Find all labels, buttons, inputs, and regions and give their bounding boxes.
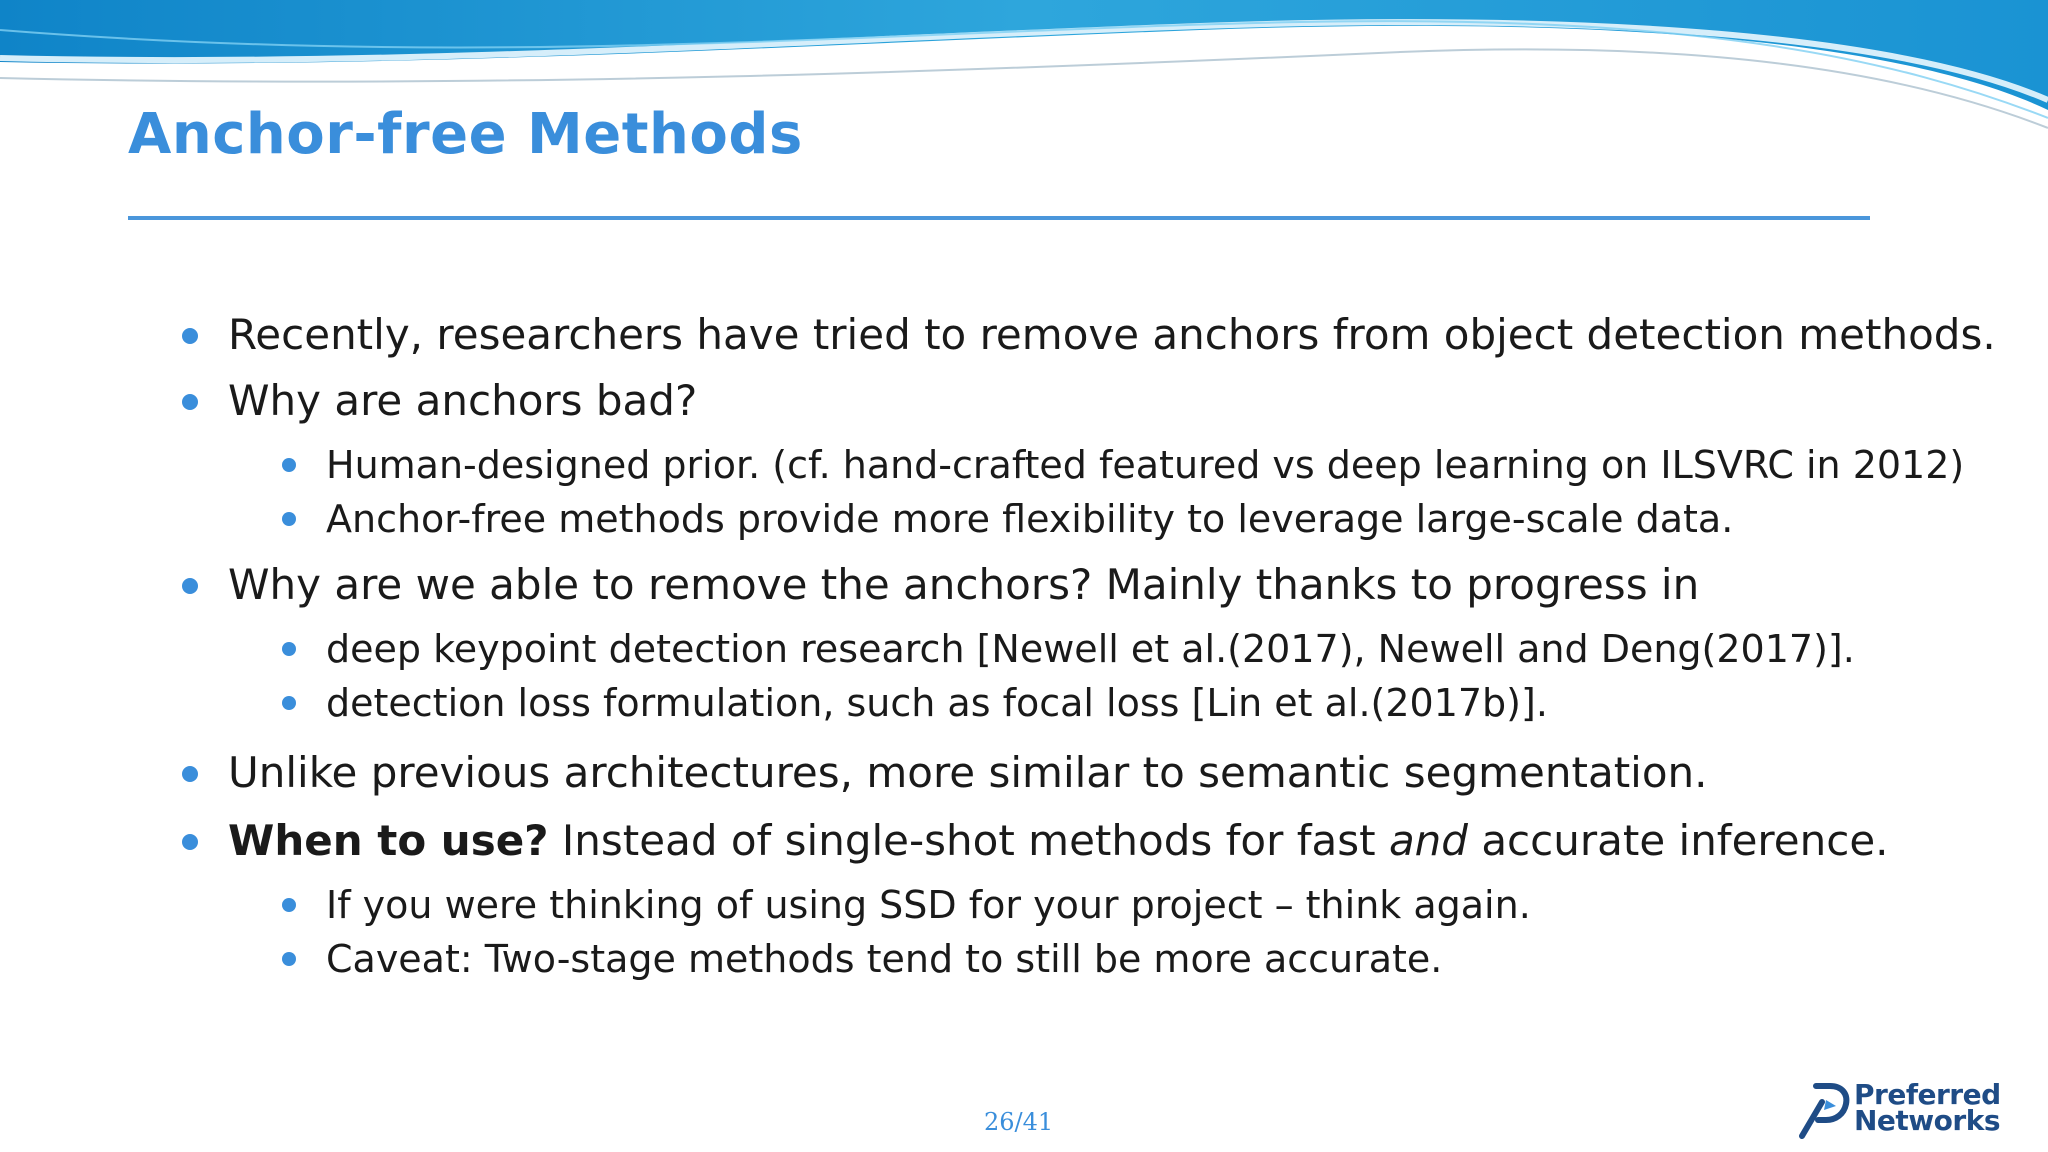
emphasis-label: When to use? — [228, 816, 549, 865]
list-item: Caveat: Two-stage methods tend to still be more accurate. — [326, 937, 1443, 981]
page-number — [984, 1108, 1053, 1136]
bullet-icon — [182, 766, 198, 782]
list-item: Recently, researchers have tried to remove anchors from object detection methods. — [228, 310, 1996, 359]
list-item: Human-designed prior. (cf. hand-crafted featured vs deep learning on ILSVRC in 2012) — [326, 443, 1965, 487]
bullet-icon — [182, 328, 198, 344]
page-separator: / — [1014, 1108, 1023, 1136]
list-item: deep keypoint detection research [Newell et al.(2017), Newell and Deng(2017)]. — [326, 627, 1855, 671]
list-item-text: accurate inference. — [1467, 816, 1889, 865]
logo-mark-icon — [1796, 1080, 1852, 1140]
bullet-icon — [282, 696, 296, 710]
bullet-icon — [282, 898, 296, 912]
list-item — [228, 816, 1889, 865]
logo-line-1: Preferred — [1854, 1078, 2001, 1111]
bullet-icon — [182, 834, 198, 850]
list-item: Why are anchors bad? — [228, 376, 698, 425]
list-item: detection loss formulation, such as focal loss [Lin et al.(2017b)]. — [326, 681, 1548, 725]
bullet-icon — [282, 952, 296, 966]
bullet-icon — [282, 458, 296, 472]
list-item: Unlike previous architectures, more similar to semantic segmentation. — [228, 748, 1708, 797]
bullet-icon — [282, 642, 296, 656]
list-item: If you were thinking of using SSD for your project – think again. — [326, 883, 1531, 927]
page-total: 41 — [1022, 1108, 1054, 1136]
italic-word: and — [1388, 816, 1468, 865]
logo-text — [1854, 1078, 2001, 1137]
list-item: Why are we able to remove the anchors? Mainly thanks to progress in — [228, 560, 1700, 609]
list-item-text: Instead of single-shot methods for fast — [548, 816, 1389, 865]
preferred-networks-logo — [1796, 1080, 2026, 1140]
slide-title: Anchor-free Methods — [128, 102, 803, 167]
logo-line-2: Networks — [1854, 1104, 2001, 1137]
page-current: 26 — [984, 1108, 1015, 1136]
bullet-icon — [182, 394, 198, 410]
bullet-icon — [282, 512, 296, 526]
bullet-icon — [182, 578, 198, 594]
list-item: Anchor-free methods provide more flexibility to leverage large-scale data. — [326, 497, 1734, 541]
